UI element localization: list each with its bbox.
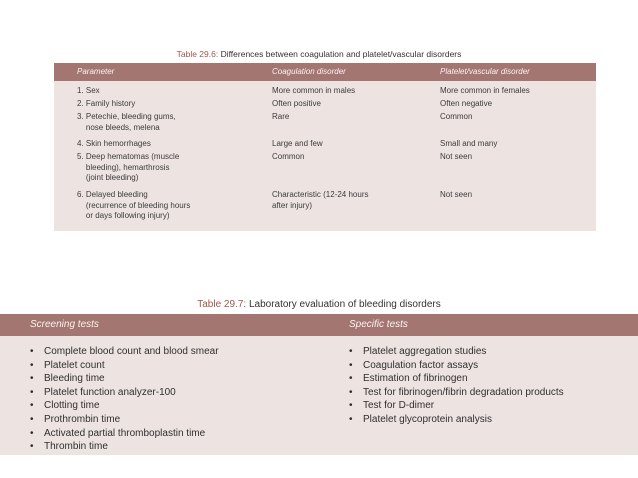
table1-cell-coagulation: Often positive xyxy=(272,99,321,108)
screening-test-item: • Platelet function analyzer-100 xyxy=(30,386,219,400)
screening-test-item: • Thrombin time xyxy=(30,440,219,454)
table2 xyxy=(0,314,638,455)
table1-cell-platelet: Common xyxy=(440,112,473,121)
table1-cell-platelet: Not seen xyxy=(440,190,473,199)
specific-tests-list xyxy=(349,345,564,427)
specific-test-item: • Coagulation factor assays xyxy=(349,359,564,373)
table2-header-specific: Specific tests xyxy=(349,319,408,330)
table1-cell-parameter: 4. Skin hemorrhages xyxy=(77,139,151,148)
table1-cell-parameter: 6. Delayed bleeding (recurrence of bleeding hours or days following injury) xyxy=(77,190,191,220)
table1-cell-coagulation: Rare xyxy=(272,112,290,121)
table1-caption-number: Table 29.6: xyxy=(176,49,219,59)
table1-header-parameter: Parameter xyxy=(77,67,115,76)
table1-header-platelet: Platelet/vascular disorder xyxy=(440,67,530,76)
table1-cell-coagulation: Large and few xyxy=(272,139,323,148)
table2-caption xyxy=(0,299,638,310)
specific-test-item: • Estimation of fibrinogen xyxy=(349,372,564,386)
screening-test-item: • Clotting time xyxy=(30,399,219,413)
screening-test-item: • Prothrombin time xyxy=(30,413,219,427)
table1-header-coagulation: Coagulation disorder xyxy=(272,67,346,76)
table2-header-screening: Screening tests xyxy=(30,319,99,330)
table2-caption-text: Laboratory evaluation of bleeding disorders xyxy=(246,299,441,310)
screening-tests-list xyxy=(30,345,219,454)
table1-cell-parameter: 5. Deep hematomas (muscle bleeding), hemarthrosis (joint bleeding) xyxy=(77,152,180,182)
table1-cell-coagulation: Common xyxy=(272,152,305,161)
table1-cell-coagulation: More common in males xyxy=(272,86,356,95)
specific-test-item: • Test for fibrinogen/fibrin degradation products xyxy=(349,386,564,400)
table1-cell-platelet: More common in females xyxy=(440,86,530,95)
table1-header xyxy=(54,63,596,81)
screening-test-item: • Bleeding time xyxy=(30,372,219,386)
table1-cell-platelet: Not seen xyxy=(440,152,473,161)
specific-test-item: • Platelet glycoprotein analysis xyxy=(349,413,564,427)
table1 xyxy=(54,63,596,231)
table1-cell-platelet: Small and many xyxy=(440,139,498,148)
table2-header xyxy=(0,314,638,336)
specific-test-item: • Platelet aggregation studies xyxy=(349,345,564,359)
screening-test-item: • Platelet count xyxy=(30,359,219,373)
table1-caption-text: Differences between coagulation and platelet/vascular disorders xyxy=(218,49,462,59)
table1-cell-platelet: Often negative xyxy=(440,99,493,108)
screening-test-item: • Activated partial thromboplastin time xyxy=(30,427,219,441)
table1-caption xyxy=(0,49,638,59)
table2-caption-number: Table 29.7: xyxy=(197,299,247,310)
table1-cell-coagulation: Characteristic (12-24 hours after injury) xyxy=(272,190,369,210)
screening-test-item: • Complete blood count and blood smear xyxy=(30,345,219,359)
table1-cell-parameter: 3. Petechie, bleeding gums, nose bleeds, melena xyxy=(77,112,176,132)
table1-cell-parameter: 2. Family history xyxy=(77,99,136,108)
table1-cell-parameter: 1. Sex xyxy=(77,86,100,95)
specific-test-item: • Test for D-dimer xyxy=(349,399,564,413)
